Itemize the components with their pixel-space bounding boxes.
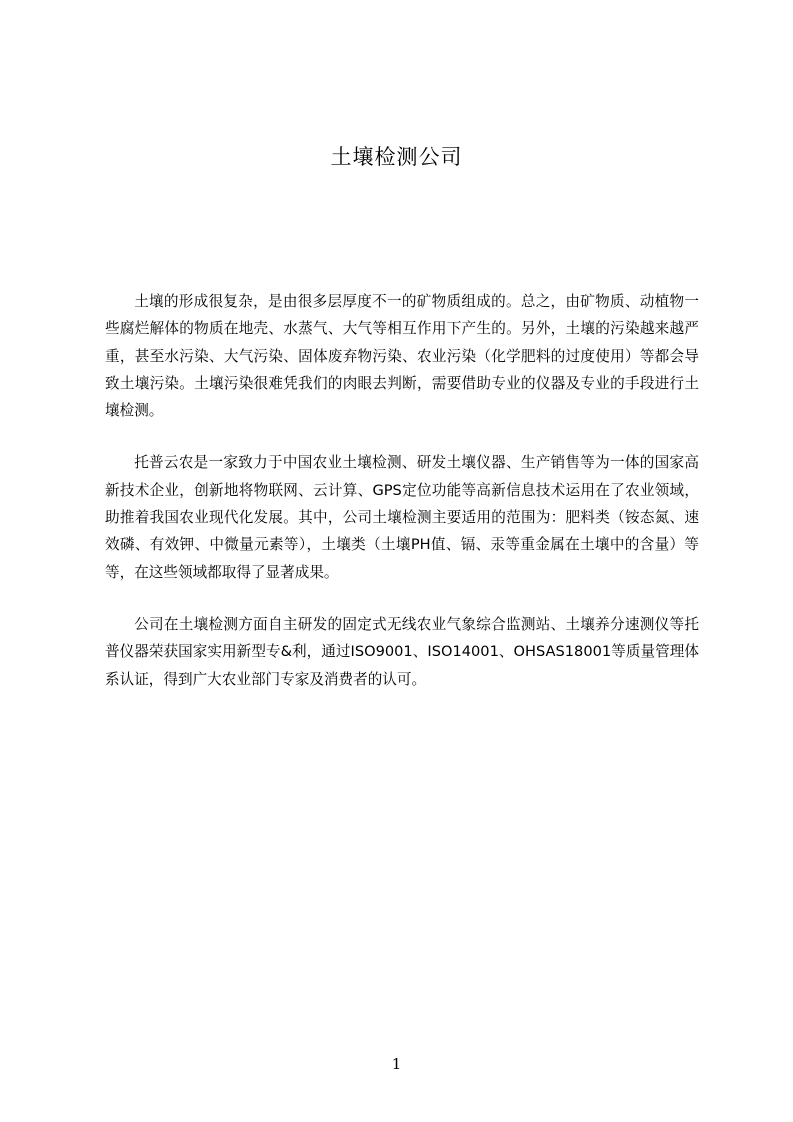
paragraph-company-intro: 托普云农是一家致力于中国农业土壤检测、研发土壤仪器、生产销售等为一体的国家高新技术企业，创新地将物联网、云计算、GPS定位功能等高新信息技术运用在了农业领域，助推着我国农业现代化发展。其中，公司土壤检测主要适用的范围为：肥料类（铵态氮、速效磷、有效钾、中微量元素等），土壤类（土壤PH值、镉、汞等重金属在土壤中的含量）等等，在这些领域都取得了显著成果。	[105, 454, 699, 581]
paragraph-soil-formation: 土壤的形成很复杂，是由很多层厚度不一的矿物质组成的。总之，由矿物质、动植物一些腐烂解体的物质在地壳、水蒸气、大气等相互作用下产生的。另外，土壤的污染越来越严重，甚至水污染、大气污染、固体废弃物污染、农业污染（化学肥料的过度使用）等都会导致土壤污染。土壤污染很难凭我们的肉眼去判断，需要借助专业的仪器及专业的手段进行土壤检测。	[105, 293, 699, 420]
page-number: 1	[391, 1055, 402, 1073]
document-body	[105, 288, 699, 718]
document-title: 土壤检测公司	[330, 145, 463, 169]
paragraph-certifications: 公司在土壤检测方面自主研发的固定式无线农业气象综合监测站、土壤养分速测仪等托普仪器荣获国家实用新型专&利，通过ISO9001、ISO14001、OHSAS18001等质量管理体系认证，得到广大农业部门专家及消费者的认可。	[105, 615, 699, 688]
